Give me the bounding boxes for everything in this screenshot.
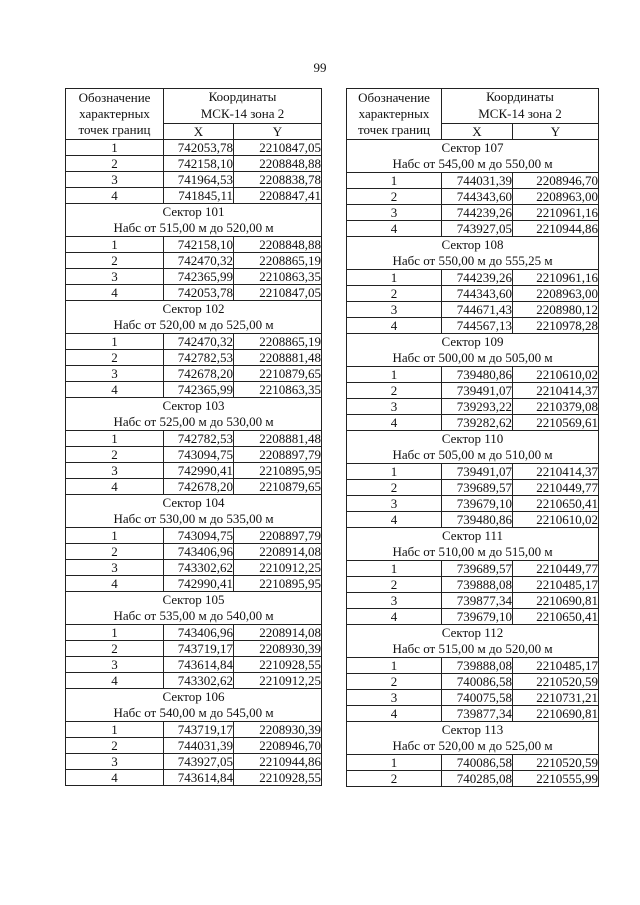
- sector-height-range: Набс от 520,00 м до 525,00 м: [66, 317, 322, 334]
- table-body-right: [347, 139, 599, 786]
- table-row: [347, 576, 599, 592]
- y-coordinate: 2210879,65: [234, 365, 322, 381]
- table-row: [66, 284, 322, 300]
- point-number: 1: [66, 624, 164, 640]
- table-row: [347, 269, 599, 285]
- x-coordinate: 743302,62: [164, 672, 234, 688]
- x-coordinate: 739888,08: [442, 576, 513, 592]
- x-coordinate: 739491,07: [442, 382, 513, 398]
- y-coordinate: 2208930,39: [234, 640, 322, 656]
- table-row: [347, 398, 599, 414]
- point-number: 3: [66, 559, 164, 575]
- x-coordinate: 743927,05: [164, 753, 234, 769]
- table-row: [66, 721, 322, 737]
- y-coordinate: 2210928,55: [234, 769, 322, 785]
- point-number: 4: [347, 608, 442, 624]
- y-coordinate: 2210912,25: [234, 672, 322, 688]
- y-coordinate: 2208848,88: [234, 236, 322, 252]
- point-number: 1: [66, 139, 164, 155]
- table-row: [66, 656, 322, 672]
- y-coordinate: 2210414,37: [513, 463, 599, 479]
- point-number: 2: [347, 576, 442, 592]
- sector-title: Сектор 101: [66, 203, 322, 220]
- x-coordinate: 742365,99: [164, 381, 234, 397]
- table-row: [347, 657, 599, 673]
- table-row: [347, 463, 599, 479]
- y-coordinate: 2210690,81: [513, 592, 599, 608]
- sector-title-row: [347, 139, 599, 156]
- x-coordinate: 744343,60: [442, 188, 513, 204]
- y-coordinate: 2210650,41: [513, 495, 599, 511]
- x-coordinate: 742990,41: [164, 575, 234, 591]
- point-number: 3: [347, 689, 442, 705]
- y-coordinate: 2210944,86: [234, 753, 322, 769]
- point-number: 2: [66, 543, 164, 559]
- point-number: 3: [66, 171, 164, 187]
- sector-height-range: Набс от 545,00 м до 550,00 м: [347, 156, 599, 173]
- table-row: [347, 495, 599, 511]
- point-number: 1: [347, 269, 442, 285]
- y-coordinate: 2210414,37: [513, 382, 599, 398]
- sector-title: Сектор 111: [347, 527, 599, 544]
- x-coordinate: 739491,07: [442, 463, 513, 479]
- sector-title: Сектор 103: [66, 397, 322, 414]
- table-row: [347, 592, 599, 608]
- table-row: [347, 172, 599, 188]
- table-row: [347, 317, 599, 333]
- table-row: [347, 479, 599, 495]
- x-column-header: X: [164, 123, 234, 139]
- point-number: 2: [347, 479, 442, 495]
- x-coordinate: 739679,10: [442, 495, 513, 511]
- point-number: 3: [347, 495, 442, 511]
- x-coordinate: 739480,86: [442, 511, 513, 527]
- point-number: 4: [66, 769, 164, 785]
- sector-height-row: [347, 447, 599, 464]
- sector-title: Сектор 106: [66, 688, 322, 705]
- table-row: [66, 187, 322, 203]
- x-coordinate: 742782,53: [164, 349, 234, 365]
- x-coordinate: 742782,53: [164, 430, 234, 446]
- y-coordinate: 2210555,99: [513, 770, 599, 786]
- y-coordinate: 2210895,95: [234, 575, 322, 591]
- point-number: 1: [66, 430, 164, 446]
- point-number: 2: [66, 155, 164, 171]
- y-coordinate: 2208963,00: [513, 188, 599, 204]
- table-row: [66, 575, 322, 591]
- y-coordinate: 2208946,70: [513, 172, 599, 188]
- point-number: 1: [347, 463, 442, 479]
- table-row: [66, 543, 322, 559]
- y-coordinate: 2210610,02: [513, 511, 599, 527]
- sector-height-row: [347, 738, 599, 755]
- point-number: 3: [66, 268, 164, 284]
- sector-height-range: Набс от 500,00 м до 505,00 м: [347, 350, 599, 367]
- y-coordinate: 2208838,78: [234, 171, 322, 187]
- sector-title-row: [66, 300, 322, 317]
- sector-height-range: Набс от 520,00 м до 525,00 м: [347, 738, 599, 755]
- x-coordinate: 739679,10: [442, 608, 513, 624]
- point-number: 4: [66, 381, 164, 397]
- y-coordinate: 2210690,81: [513, 705, 599, 721]
- x-coordinate: 744671,43: [442, 301, 513, 317]
- sector-title: Сектор 109: [347, 333, 599, 350]
- sector-title-row: [347, 624, 599, 641]
- table-row: [66, 624, 322, 640]
- x-coordinate: 742990,41: [164, 462, 234, 478]
- table-row: [347, 285, 599, 301]
- y-coordinate: 2208963,00: [513, 285, 599, 301]
- point-number: 2: [66, 737, 164, 753]
- point-number: 4: [66, 284, 164, 300]
- y-coordinate: 2210610,02: [513, 366, 599, 382]
- table-row: [347, 382, 599, 398]
- point-number: 2: [66, 252, 164, 268]
- table-row: [66, 365, 322, 381]
- sector-title-row: [347, 430, 599, 447]
- point-number: 4: [347, 317, 442, 333]
- sector-title-row: [66, 591, 322, 608]
- x-coordinate: 741964,53: [164, 171, 234, 187]
- table-row: [347, 366, 599, 382]
- point-number: 2: [347, 382, 442, 398]
- sector-height-range: Набс от 515,00 м до 520,00 м: [66, 220, 322, 237]
- y-coordinate: 2210379,08: [513, 398, 599, 414]
- sector-title: Сектор 104: [66, 494, 322, 511]
- x-coordinate: 744239,26: [442, 204, 513, 220]
- y-column-header: Y: [234, 123, 322, 139]
- table-row: [66, 640, 322, 656]
- sector-title: Сектор 107: [347, 139, 599, 156]
- sector-title-row: [347, 527, 599, 544]
- point-number: 2: [66, 640, 164, 656]
- point-number: 2: [347, 770, 442, 786]
- x-coordinate: 739480,86: [442, 366, 513, 382]
- point-number: 2: [66, 349, 164, 365]
- y-coordinate: 2208881,48: [234, 349, 322, 365]
- sector-height-row: [347, 641, 599, 658]
- sector-height-row: [66, 220, 322, 237]
- point-number: 3: [66, 656, 164, 672]
- y-coordinate: 2208914,08: [234, 543, 322, 559]
- y-coordinate: 2210928,55: [234, 656, 322, 672]
- sector-title: Сектор 112: [347, 624, 599, 641]
- y-coordinate: 2208865,19: [234, 252, 322, 268]
- x-coordinate: 743927,05: [442, 220, 513, 236]
- sector-height-range: Набс от 530,00 м до 535,00 м: [66, 511, 322, 528]
- x-coordinate: 739877,34: [442, 592, 513, 608]
- table-row: [347, 511, 599, 527]
- table-row: [347, 673, 599, 689]
- table-row: [66, 430, 322, 446]
- sector-title-row: [66, 203, 322, 220]
- table-row: [66, 139, 322, 155]
- table-row: [347, 560, 599, 576]
- point-number: 3: [66, 753, 164, 769]
- y-coordinate: 2208865,19: [234, 333, 322, 349]
- sector-height-range: Набс от 540,00 м до 545,00 м: [66, 705, 322, 722]
- x-coordinate: 742470,32: [164, 333, 234, 349]
- sector-height-row: [66, 705, 322, 722]
- sector-height-row: [66, 317, 322, 334]
- sector-title-row: [66, 397, 322, 414]
- point-number: 1: [347, 657, 442, 673]
- x-coordinate: 743719,17: [164, 721, 234, 737]
- y-column-header: Y: [513, 123, 599, 139]
- point-number: 4: [347, 414, 442, 430]
- sector-height-range: Набс от 505,00 м до 510,00 м: [347, 447, 599, 464]
- x-coordinate: 743406,96: [164, 624, 234, 640]
- x-coordinate: 743719,17: [164, 640, 234, 656]
- sector-title: Сектор 113: [347, 721, 599, 738]
- table-row: [347, 188, 599, 204]
- x-coordinate: 740086,58: [442, 673, 513, 689]
- point-number: 1: [66, 236, 164, 252]
- x-coordinate: 739877,34: [442, 705, 513, 721]
- points-label-header: Обозначение характерных точек границ: [347, 89, 442, 140]
- table-row: [66, 155, 322, 171]
- sector-height-row: [347, 350, 599, 367]
- x-column-header: X: [442, 123, 513, 139]
- point-number: 1: [66, 721, 164, 737]
- coordinates-header: Координаты МСК-14 зона 2: [164, 89, 322, 124]
- point-number: 4: [66, 672, 164, 688]
- table-row: [66, 268, 322, 284]
- page-number: 99: [313, 60, 327, 75]
- x-coordinate: 744239,26: [442, 269, 513, 285]
- table-row: [66, 252, 322, 268]
- point-number: 2: [347, 285, 442, 301]
- y-coordinate: 2210847,05: [234, 139, 322, 155]
- x-coordinate: 739293,22: [442, 398, 513, 414]
- y-coordinate: 2210650,41: [513, 608, 599, 624]
- x-coordinate: 743094,75: [164, 527, 234, 543]
- point-number: 4: [66, 478, 164, 494]
- x-coordinate: 740075,58: [442, 689, 513, 705]
- sector-height-row: [66, 511, 322, 528]
- x-coordinate: 742053,78: [164, 284, 234, 300]
- point-number: 1: [347, 172, 442, 188]
- sector-title-row: [347, 333, 599, 350]
- point-number: 2: [66, 446, 164, 462]
- x-coordinate: 739888,08: [442, 657, 513, 673]
- sector-height-row: [66, 608, 322, 625]
- sector-title-row: [347, 721, 599, 738]
- x-coordinate: 740285,08: [442, 770, 513, 786]
- y-coordinate: 2210847,05: [234, 284, 322, 300]
- x-coordinate: 742158,10: [164, 236, 234, 252]
- sector-title: Сектор 108: [347, 236, 599, 253]
- y-coordinate: 2210912,25: [234, 559, 322, 575]
- sector-height-row: [66, 414, 322, 431]
- point-number: 4: [347, 705, 442, 721]
- y-coordinate: 2208848,88: [234, 155, 322, 171]
- y-coordinate: 2210961,16: [513, 204, 599, 220]
- y-coordinate: 2210895,95: [234, 462, 322, 478]
- coordinates-table-right: [346, 88, 599, 787]
- table-body-left: [66, 139, 322, 785]
- x-coordinate: 739689,57: [442, 479, 513, 495]
- table-row: [66, 559, 322, 575]
- sector-height-range: Набс от 510,00 м до 515,00 м: [347, 544, 599, 561]
- y-coordinate: 2210449,77: [513, 479, 599, 495]
- y-coordinate: 2208980,12: [513, 301, 599, 317]
- table-row: [347, 204, 599, 220]
- y-coordinate: 2210485,17: [513, 576, 599, 592]
- table-row: [347, 608, 599, 624]
- y-coordinate: 2208946,70: [234, 737, 322, 753]
- y-coordinate: 2208930,39: [234, 721, 322, 737]
- table-row: [66, 753, 322, 769]
- table-row: [66, 769, 322, 785]
- y-coordinate: 2208881,48: [234, 430, 322, 446]
- y-coordinate: 2208914,08: [234, 624, 322, 640]
- y-coordinate: 2210961,16: [513, 269, 599, 285]
- x-coordinate: 743094,75: [164, 446, 234, 462]
- table-row: [66, 737, 322, 753]
- point-number: 3: [347, 301, 442, 317]
- x-coordinate: 741845,11: [164, 187, 234, 203]
- point-number: 1: [347, 560, 442, 576]
- table-row: [66, 171, 322, 187]
- table-row: [66, 446, 322, 462]
- table-row: [66, 333, 322, 349]
- x-coordinate: 743302,62: [164, 559, 234, 575]
- x-coordinate: 743614,84: [164, 769, 234, 785]
- table-row: [347, 414, 599, 430]
- table-row: [347, 770, 599, 786]
- y-coordinate: 2210449,77: [513, 560, 599, 576]
- table-row: [347, 754, 599, 770]
- sector-height-row: [347, 253, 599, 270]
- point-number: 1: [66, 527, 164, 543]
- x-coordinate: 742365,99: [164, 268, 234, 284]
- x-coordinate: 742053,78: [164, 139, 234, 155]
- table-row: [66, 381, 322, 397]
- x-coordinate: 743614,84: [164, 656, 234, 672]
- y-coordinate: 2210569,61: [513, 414, 599, 430]
- point-number: 3: [347, 204, 442, 220]
- table-row: [66, 478, 322, 494]
- x-coordinate: 744031,39: [164, 737, 234, 753]
- y-coordinate: 2210978,28: [513, 317, 599, 333]
- point-number: 1: [347, 366, 442, 382]
- point-number: 2: [347, 188, 442, 204]
- table-row: [347, 705, 599, 721]
- sector-title-row: [66, 688, 322, 705]
- x-coordinate: 742470,32: [164, 252, 234, 268]
- y-coordinate: 2210944,86: [513, 220, 599, 236]
- x-coordinate: 742678,20: [164, 365, 234, 381]
- table-row: [66, 349, 322, 365]
- point-number: 4: [66, 575, 164, 591]
- point-number: 1: [347, 754, 442, 770]
- table-row: [347, 220, 599, 236]
- point-number: 3: [347, 398, 442, 414]
- x-coordinate: 740086,58: [442, 754, 513, 770]
- y-coordinate: 2210731,21: [513, 689, 599, 705]
- sector-height-range: Набс от 515,00 м до 520,00 м: [347, 641, 599, 658]
- x-coordinate: 743406,96: [164, 543, 234, 559]
- sector-height-row: [347, 544, 599, 561]
- point-number: 4: [347, 220, 442, 236]
- y-coordinate: 2210520,59: [513, 673, 599, 689]
- sector-height-row: [347, 156, 599, 173]
- sector-height-range: Набс от 550,00 м до 555,25 м: [347, 253, 599, 270]
- point-number: 3: [66, 462, 164, 478]
- table-row: [66, 236, 322, 252]
- points-label-header: Обозначение характерных точек границ: [66, 89, 164, 140]
- sector-title: Сектор 102: [66, 300, 322, 317]
- coordinates-header: Координаты МСК-14 зона 2: [442, 89, 599, 124]
- y-coordinate: 2208847,41: [234, 187, 322, 203]
- y-coordinate: 2208897,79: [234, 446, 322, 462]
- sector-title-row: [347, 236, 599, 253]
- table-row: [66, 462, 322, 478]
- y-coordinate: 2210863,35: [234, 268, 322, 284]
- point-number: 3: [66, 365, 164, 381]
- sector-title-row: [66, 494, 322, 511]
- x-coordinate: 742158,10: [164, 155, 234, 171]
- point-number: 1: [66, 333, 164, 349]
- point-number: 4: [347, 511, 442, 527]
- sector-height-range: Набс от 525,00 м до 530,00 м: [66, 414, 322, 431]
- point-number: 4: [66, 187, 164, 203]
- table-row: [66, 527, 322, 543]
- sector-title: Сектор 110: [347, 430, 599, 447]
- x-coordinate: 744343,60: [442, 285, 513, 301]
- coordinates-table-left: [65, 88, 322, 786]
- x-coordinate: 744031,39: [442, 172, 513, 188]
- y-coordinate: 2210485,17: [513, 657, 599, 673]
- sector-title: Сектор 105: [66, 591, 322, 608]
- y-coordinate: 2210863,35: [234, 381, 322, 397]
- table-row: [66, 672, 322, 688]
- point-number: 3: [347, 592, 442, 608]
- sector-height-range: Набс от 535,00 м до 540,00 м: [66, 608, 322, 625]
- x-coordinate: 739689,57: [442, 560, 513, 576]
- x-coordinate: 739282,62: [442, 414, 513, 430]
- table-row: [347, 301, 599, 317]
- x-coordinate: 744567,13: [442, 317, 513, 333]
- y-coordinate: 2210879,65: [234, 478, 322, 494]
- point-number: 2: [347, 673, 442, 689]
- x-coordinate: 742678,20: [164, 478, 234, 494]
- y-coordinate: 2208897,79: [234, 527, 322, 543]
- y-coordinate: 2210520,59: [513, 754, 599, 770]
- table-row: [347, 689, 599, 705]
